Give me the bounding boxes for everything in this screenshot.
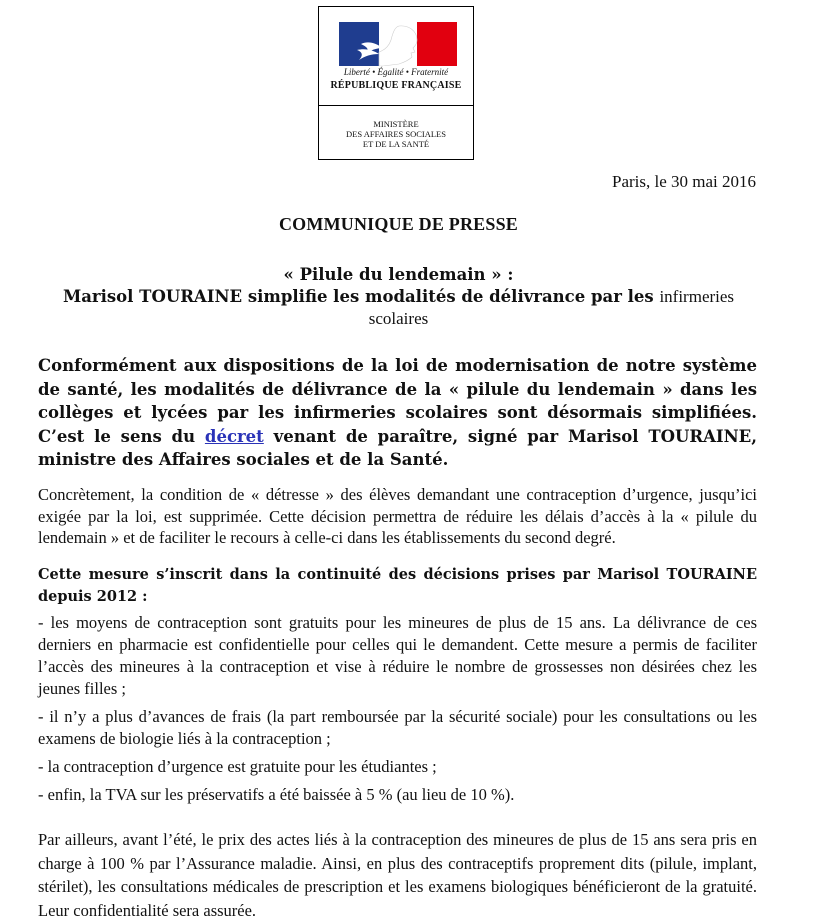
section-heading: Cette mesure s’inscrit dans la continuité des décisions prises par Marisol TOURAINE depuis 2012 : [38, 566, 757, 605]
body-paragraph-2: Par ailleurs, avant l’été, le prix des actes liés à la contraception des mineures de plus de 15 ans sera pris en charge à 100 % par l’Assurance maladie. Ainsi, en plus des contraceptifs proprement dits (pilule, implant, stérilet), les consultations médicales de prescription et les examens biologiques bénéficieront de la gratuité. Leur confidentialité sera assurée. [38, 830, 757, 920]
measures-list [38, 612, 757, 812]
headline-small-text: infirmeries scolaires [368, 287, 735, 328]
list-item: - il n’y a plus d’avances de frais (la part remboursée par la sécurité sociale) pour les consultations ou les examens de biologie liés à la contraception ; [38, 707, 757, 748]
republic-name: RÉPUBLIQUE FRANÇAISE [330, 80, 462, 91]
headline [40, 264, 757, 330]
republique-francaise-logo [318, 6, 474, 160]
lead-text-before: Conformément aux dispositions de la loi de modernisation de notre système de santé, les modalités de délivrance de la « pilule du lendemain » dans les collèges et lycées par les infirmeries scolaires sont désormais simplifiées. C’est le sens du [38, 356, 757, 446]
marianne-flag-icon [339, 22, 457, 66]
lead-paragraph [38, 354, 757, 472]
ministry-line: MINISTÈRE [373, 119, 419, 129]
document-date: Paris, le 30 mai 2016 [611, 172, 756, 191]
press-release-title: COMMUNIQUE DE PRESSE [278, 214, 519, 234]
republic-motto: Liberté • Égalité • Fraternité [343, 67, 449, 77]
list-item: - la contraception d’urgence est gratuite pour les étudiantes ; [38, 757, 437, 776]
logo-divider [319, 105, 473, 106]
ministry-line: ET DE LA SANTÉ [362, 139, 430, 149]
ministry-line: DES AFFAIRES SOCIALES [346, 129, 446, 139]
list-item: - les moyens de contraception sont gratuits pour les mineures de plus de 15 ans. La délivrance de ces derniers en pharmacie est confidentielle pour celles qui le demandent. Cette mesure a permis de faciliter l’accès des mineures à la contraception et vise à réduire le nombre de grossesses non désirées chez les jeunes filles ; [38, 613, 757, 698]
body-paragraph-1: Concrètement, la condition de « détresse » des élèves demandant une contraception d’urgence, jusqu’ici exigée par la loi, est supprimée. Cette décision permettra de réduire les délais d’accès à la « pilule du lendemain » et de faciliter le recours à celle-ci dans les établissements du second degré. [38, 485, 757, 547]
decret-link[interactable]: décret [204, 426, 264, 446]
headline-line-1: « Pilule du lendemain » : [283, 265, 514, 284]
headline-main-text: Marisol TOURAINE simplifie les modalités de délivrance par les [62, 287, 654, 306]
ministry-name [319, 119, 473, 149]
list-item: - enfin, la TVA sur les préservatifs a été baissée à 5 % (au lieu de 10 %). [38, 785, 515, 804]
lead-text-after: venant de paraître, signé par Marisol TOURAINE, ministre des Affaires sociales et de la Santé. [38, 426, 757, 469]
headline-line-2 [40, 286, 757, 330]
